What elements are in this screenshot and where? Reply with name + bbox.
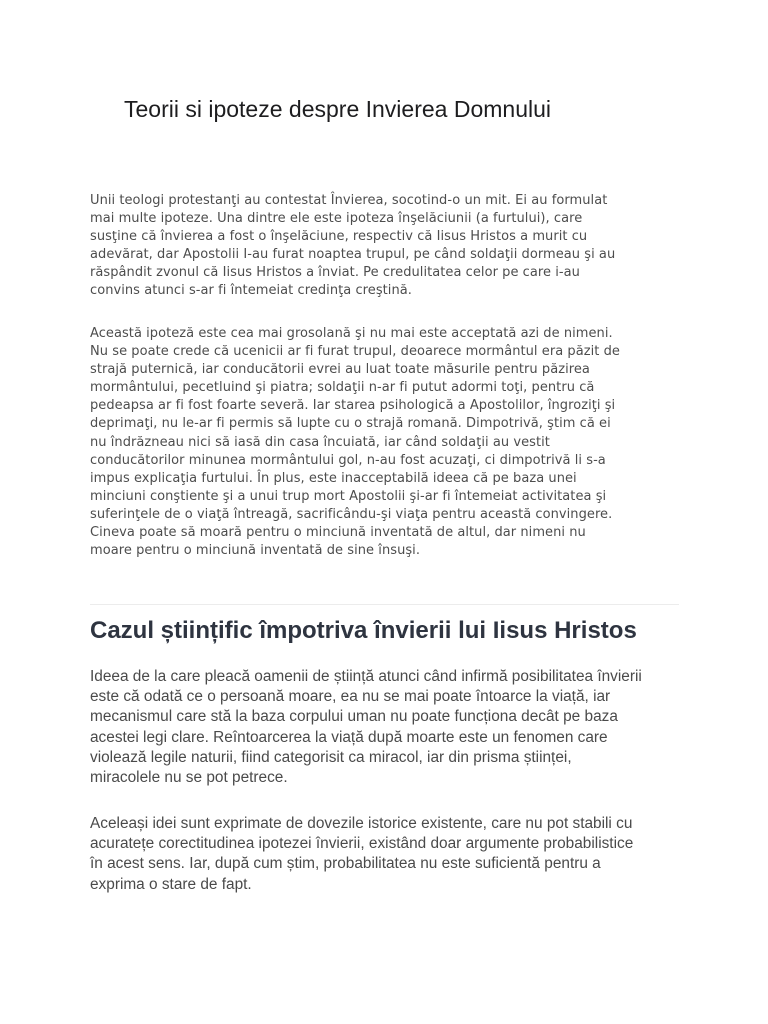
paragraph-line: pedeapsa ar fi fost foarte severă. Iar starea psihologică a Apostolilor, îngroziţi şi [90, 398, 616, 414]
paragraph-line: Ideea de la care pleacă oamenii de știință atunci când infirmă posibilitatea învierii [90, 668, 642, 685]
paragraph-line: mecanismul care stă la baza corpului uman nu poate funcționa decât pe baza [90, 708, 618, 726]
paragraph-line: Unii teologi protestanţi au contestat Învierea, socotind-o un mit. Ei au formulat [90, 193, 608, 208]
paragraph-line: Nu se poate crede că ucenicii ar fi furat trupul, deoarece mormântul era păzit de [90, 344, 620, 360]
paragraph-line: impus explicaţia furtului. În plus, este inacceptabilă ideea că pe baza unei [90, 470, 577, 486]
paragraph-line: nu îndrăzneau nici să iasă din casa încuiată, iar când soldaţii au vestit [90, 434, 550, 450]
paragraph-line: acuratețe corectitudinea ipotezei învierii, existând doar argumente probabilistice [90, 835, 634, 853]
section-divider [90, 604, 679, 605]
paragraph-line: susţine că învierea a fost o înşelăciune, respectiv că Iisus Hristos a murit cu [90, 229, 588, 245]
paragraph-line: suferinţele de o viaţă întreagă, sacrificându-şi viaţa pentru această convingere. [90, 506, 613, 522]
paragraph-line: în acest sens. Iar, după cum știm, probabilitatea nu este suficientă pentru a [90, 855, 601, 873]
paragraph-line: mai multe ipoteze. Una dintre ele este ipoteza înşelăciunii (a furtului), care [90, 211, 583, 227]
document-title: Teorii si ipoteze despre Invierea Domnului [124, 96, 551, 122]
paragraph-line: minciuni conştiente şi a unui trup mort Apostolii şi-ar fi întemeiat activitatea şi [90, 488, 607, 504]
paragraph-line: violează legile naturii, fiind categorisit ca miracol, iar din prisma științei, [90, 748, 572, 766]
paragraph-line: acestei legi clare. Reîntoarcerea la viață după moarte este un fenomen care [90, 728, 608, 746]
paragraph-line: exprima o stare de fapt. [90, 875, 252, 893]
paragraph-line: conducătorilor minunea mormântului gol, n-au fost acuzaţi, ci dimpotrivă li s-a [90, 452, 606, 468]
paragraph-line: Aceleași idei sunt exprimate de dovezile istorice existente, care nu pot stabili cu [90, 815, 633, 832]
paragraph-line: miracolele nu se pot petrece. [90, 769, 288, 787]
paragraph-line: adevărat, dar Apostolii I-au furat noaptea trupul, pe când soldaţii dormeau şi au [90, 247, 616, 263]
paragraph-historical-evidence [90, 814, 633, 895]
paragraph-line: moare pentru o minciună inventată de sine însuşi. [90, 543, 421, 559]
paragraph-line: Cineva poate să moară pentru o minciună inventată de altul, dar nimeni nu [90, 525, 586, 541]
paragraph-line: Această ipoteză este cea mai grosolană şi nu mai este acceptată azi de nimeni. [90, 326, 613, 341]
paragraph-scientific-case [90, 667, 642, 788]
paragraph-line: răspândit zvonul că Iisus Hristos a înviat. Pe credulitatea celor pe care i-au [90, 265, 580, 281]
paragraph-line: mormântului, pecetluind şi piatra; soldaţii n-ar fi putut adormi toţi, pentru că [90, 380, 595, 396]
section-heading: Cazul științific împotriva învierii lui Iisus Hristos [90, 617, 637, 644]
paragraph-line: este că odată ce o persoană moare, ea nu se mai poate întoarce la viață, iar [90, 688, 611, 706]
paragraph-refutation [90, 325, 620, 560]
paragraph-line: deprimaţi, nu le-ar fi permis să lupte cu o strajă romană. Dimpotrivă, ştim că ei [90, 416, 611, 432]
paragraph-line: convins atunci s-ar fi întemeiat credinţa creştină. [90, 283, 412, 299]
paragraph-line: strajă puternică, iar conducătorii evrei au luat toate măsurile pentru păzirea [90, 362, 590, 378]
paragraph-deception-hypothesis [90, 192, 615, 301]
